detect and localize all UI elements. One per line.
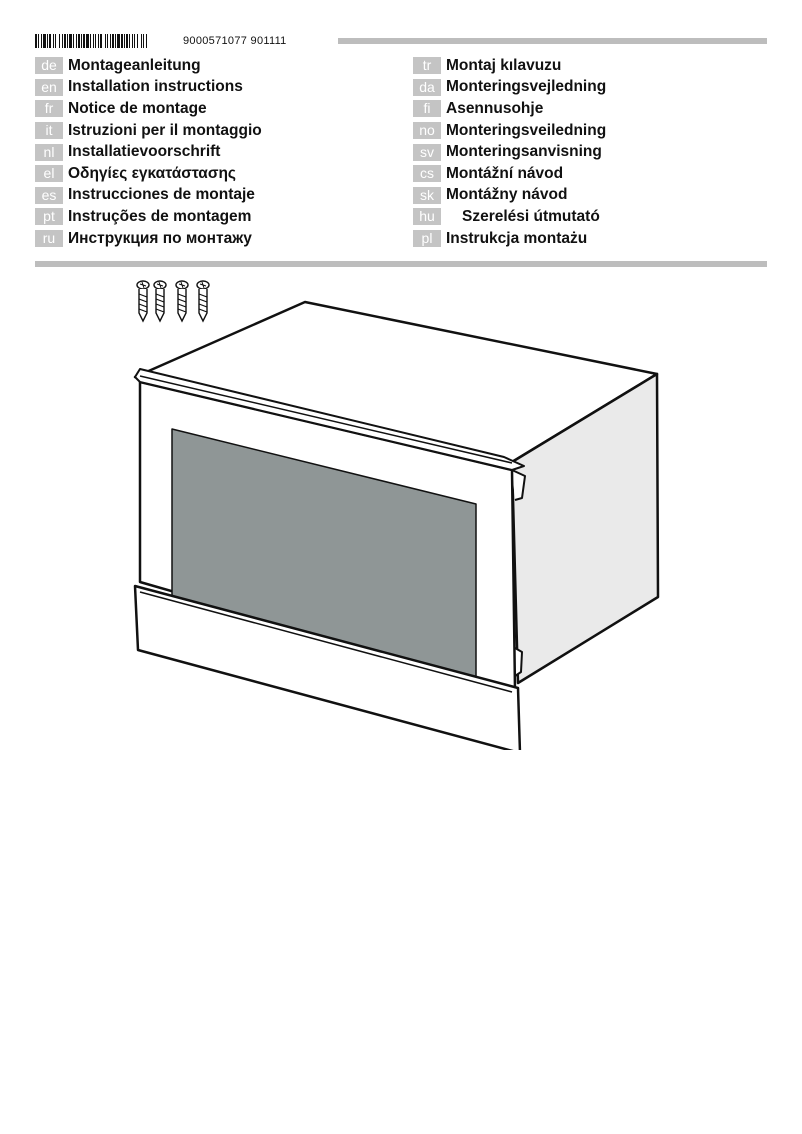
language-row-pl (413, 228, 606, 250)
language-row-fr (35, 98, 262, 120)
language-code-badge: hu (413, 208, 441, 225)
language-list-left (35, 55, 262, 249)
language-row-fi (413, 98, 606, 120)
language-row-cs (413, 163, 606, 185)
language-code-badge: sv (413, 144, 441, 161)
language-row-tr (413, 55, 606, 77)
language-title: Asennusohje (446, 99, 544, 117)
language-title: Montážní návod (446, 164, 564, 182)
language-title: Monteringsvejledning (446, 78, 607, 96)
header-divider (338, 38, 767, 44)
language-row-pt (35, 206, 262, 228)
language-title: Montážny návod (446, 186, 568, 204)
language-list-right (413, 55, 606, 249)
language-title: Инструкция по монтажу (68, 229, 252, 247)
language-code-badge: it (35, 122, 63, 139)
language-title: Notice de montage (68, 99, 207, 117)
language-code-badge: pt (35, 208, 63, 225)
language-row-sv (413, 141, 606, 163)
language-code-badge: fi (413, 100, 441, 117)
language-code-badge: sk (413, 187, 441, 204)
language-row-de (35, 55, 262, 77)
language-row-el (35, 163, 262, 185)
language-code-badge: tr (413, 57, 441, 74)
language-title: Οδηγίες εγκατάστασης (68, 164, 236, 182)
language-code-badge: en (35, 79, 63, 96)
language-row-sk (413, 185, 606, 207)
language-code-badge: no (413, 122, 441, 139)
language-row-da (413, 77, 606, 99)
language-code-badge: fr (35, 100, 63, 117)
language-row-es (35, 185, 262, 207)
language-title: Installation instructions (68, 78, 243, 96)
language-title: Monteringsanvisning (446, 143, 602, 161)
language-title: Instrucciones de montaje (68, 186, 255, 204)
barcode-icon (35, 34, 147, 48)
language-row-hu (413, 206, 606, 228)
language-row-en (35, 77, 262, 99)
language-title: Instruções de montagem (68, 207, 252, 225)
language-row-no (413, 120, 606, 142)
language-code-badge: cs (413, 165, 441, 182)
section-divider (35, 261, 767, 267)
language-title: Installatievoorschrift (68, 143, 221, 161)
language-row-ru (35, 228, 262, 250)
language-code-badge: es (35, 187, 63, 204)
language-title: Szerelési útmutató (462, 207, 600, 225)
screw-icon (137, 281, 209, 321)
language-code-badge: nl (35, 144, 63, 161)
language-title: Instrukcja montażu (446, 229, 588, 247)
language-code-badge: el (35, 165, 63, 182)
language-code-badge: pl (413, 230, 441, 247)
language-row-nl (35, 141, 262, 163)
language-code-badge: de (35, 57, 63, 74)
document-number: 9000571077 901111 (183, 35, 287, 47)
language-title: Monteringsveiledning (446, 121, 607, 139)
built-in-appliance-icon (135, 302, 658, 750)
language-code-badge: ru (35, 230, 63, 247)
language-title: Montaj kılavuzu (446, 56, 562, 74)
language-title: Istruzioni per il montaggio (68, 121, 262, 139)
language-title: Montageanleitung (68, 56, 201, 74)
language-code-badge: da (413, 79, 441, 96)
language-row-it (35, 120, 262, 142)
appliance-drawing (0, 270, 802, 750)
